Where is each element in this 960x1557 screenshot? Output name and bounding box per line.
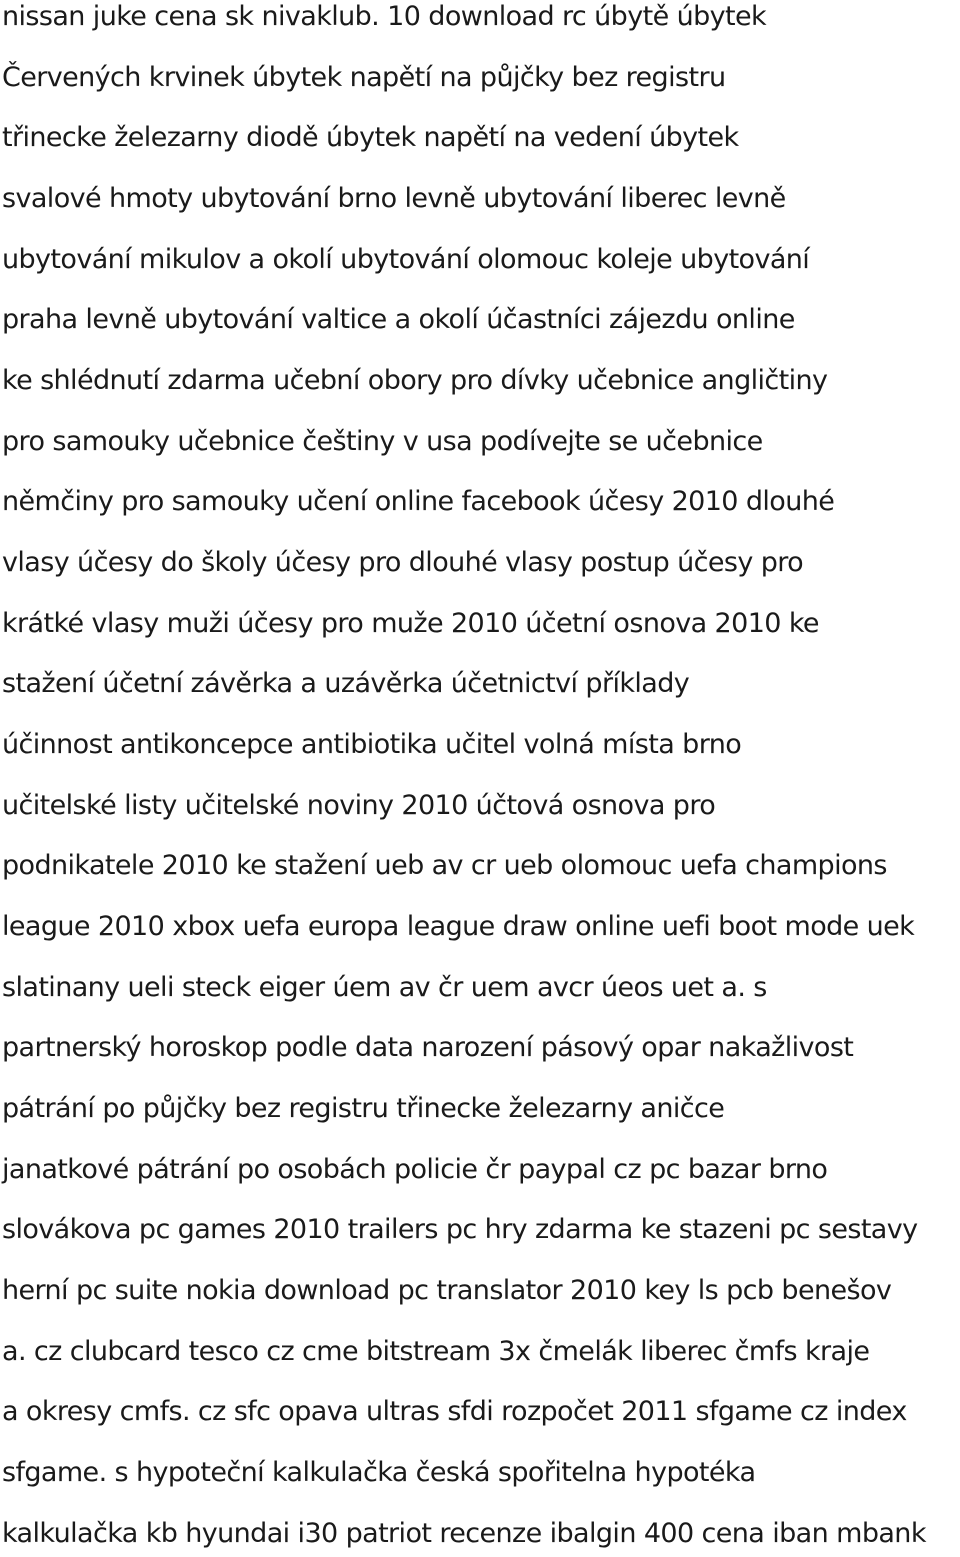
text-line-24: a okresy cmfs. cz sfc opava ultras sfdi rozpočet 2011 sfgame cz index bbox=[2, 1396, 907, 1427]
text-line-14: učitelské listy učitelské noviny 2010 účtová osnova pro bbox=[2, 790, 716, 821]
text-line-6: praha levně ubytování valtice a okolí účastníci zájezdu online bbox=[2, 304, 795, 335]
text-line-8: pro samouky učebnice češtiny v usa podívejte se učebnice bbox=[2, 426, 763, 457]
text-line-15: podnikatele 2010 ke stažení ueb av cr ueb olomouc uefa champions bbox=[2, 850, 887, 881]
text-line-12: stažení účetní závěrka a uzávěrka účetnictví příklady bbox=[2, 668, 690, 699]
text-line-3: třinecke železarny diodě úbytek napětí na vedení úbytek bbox=[2, 122, 739, 153]
text-line-22: herní pc suite nokia download pc translator 2010 key ls pcb benešov bbox=[2, 1275, 892, 1306]
text-line-25: sfgame. s hypoteční kalkulačka česká spořitelna hypotéka bbox=[2, 1457, 756, 1488]
text-line-7: ke shlédnutí zdarma učební obory pro dívky učebnice angličtiny bbox=[2, 365, 828, 396]
text-line-9: němčiny pro samouky učení online facebook účesy 2010 dlouhé bbox=[2, 486, 835, 517]
text-line-2: Červených krvinek úbytek napětí na půjčky bez registru bbox=[2, 62, 726, 93]
text-line-5: ubytování mikulov a okolí ubytování olomouc koleje ubytování bbox=[2, 244, 810, 275]
text-line-23: a. cz clubcard tesco cz cme bitstream 3x čmelák liberec čmfs kraje bbox=[2, 1336, 870, 1367]
text-line-10: vlasy účesy do školy účesy pro dlouhé vlasy postup účesy pro bbox=[2, 547, 804, 578]
text-line-11: krátké vlasy muži účesy pro muže 2010 účetní osnova 2010 ke bbox=[2, 608, 819, 639]
text-line-1: nissan juke cena sk nivaklub. 10 download rc úbytě úbytek bbox=[2, 1, 767, 32]
text-line-18: partnerský horoskop podle data narození pásový opar nakažlivost bbox=[2, 1032, 854, 1063]
text-line-13: účinnost antikoncepce antibiotika učitel volná místa brno bbox=[2, 729, 742, 760]
text-line-21: slovákova pc games 2010 trailers pc hry zdarma ke stazeni pc sestavy bbox=[2, 1214, 918, 1245]
text-line-26: kalkulačka kb hyundai i30 patriot recenze ibalgin 400 cena iban mbank bbox=[2, 1518, 926, 1549]
text-line-16: league 2010 xbox uefa europa league draw online uefi boot mode uek bbox=[2, 911, 915, 942]
text-line-4: svalové hmoty ubytování brno levně ubytování liberec levně bbox=[2, 183, 786, 214]
text-line-20: janatkové pátrání po osobách policie čr paypal cz pc bazar brno bbox=[2, 1154, 828, 1185]
text-line-17: slatinany ueli steck eiger úem av čr uem avcr úeos uet a. s bbox=[2, 972, 767, 1003]
text-line-19: pátrání po půjčky bez registru třinecke železarny aničce bbox=[2, 1093, 725, 1124]
